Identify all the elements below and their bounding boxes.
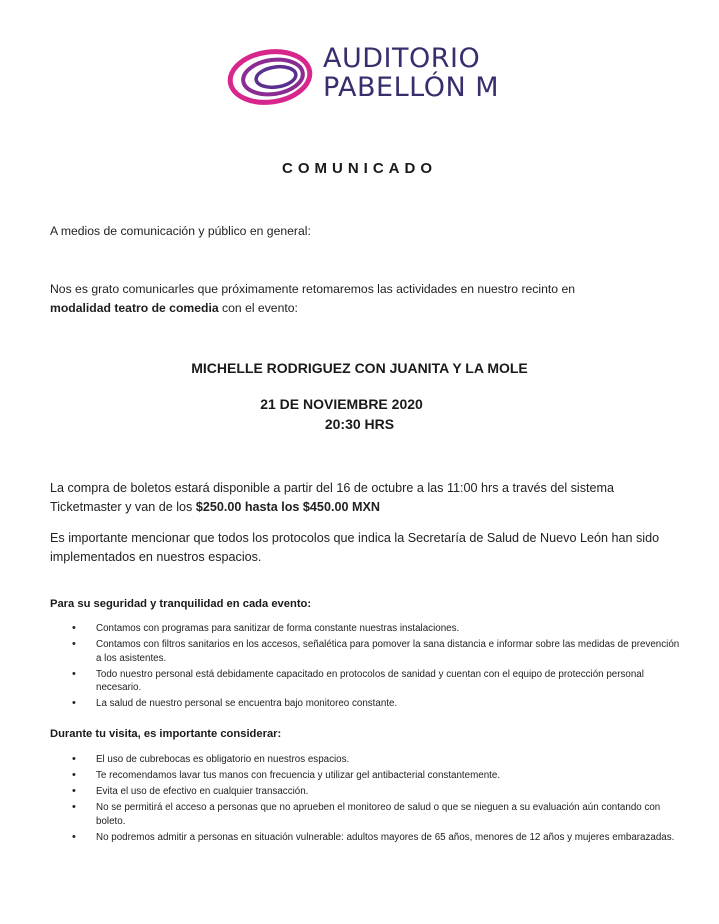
protocols-paragraph: Es importante mencionar que todos los protocolos que indica la Secretaría de Salud de Nuevo León han sido implementados en nuestros espacios. (50, 531, 660, 564)
tickets-text: La compra de boletos estará disponible a partir del 16 de octubre a las 11:00 hrs a través del sistema Ticketmaster y van de los (50, 481, 615, 514)
list-item: • No podremos admitir a personas en situación vulnerable: adultos mayores de 65 años, menores de 12 años y mujeres embarazadas. (50, 831, 680, 845)
event-time: 20:30 HRS (324, 416, 395, 432)
event-date: 21 DE NOVIEMBRE 2020 (260, 396, 423, 412)
rings-logo-icon (226, 46, 318, 108)
tickets-paragraph (50, 479, 670, 517)
safety-heading: Para su seguridad y tranquilidad en cada evento: (50, 598, 312, 610)
logo-line-1: AUDITORIO (323, 43, 481, 74)
visit-heading: Durante tu visita, es importante considerar: (50, 728, 282, 740)
event-name: MICHELLE RODRIGUEZ CON JUANITA Y LA MOLE (191, 360, 528, 376)
intro-line-1: Nos es grato comunicarles que próximamente retomaremos las actividades en nuestro recinto en (50, 282, 575, 296)
list-item: • La salud de nuestro personal se encuentra bajo monitoreo constante. (50, 697, 680, 711)
list-item: • Contamos con programas para sanitizar de forma constante nuestras instalaciones. (50, 622, 680, 636)
intro-rest: con el evento: (218, 301, 298, 315)
safety-list (50, 622, 680, 713)
logo-line-2: PABELLÓN M (323, 72, 500, 103)
list-item: • Contamos con filtros sanitarios en los accesos, señalética para pomover la sana distancia e informar sobre las medidas de prevención a los asistentes. (50, 638, 680, 665)
list-item: • No se permitirá el acceso a personas que no aprueben el monitoreo de salud o que se nieguen a su evaluación aún contando con boleto. (50, 801, 680, 828)
greeting: A medios de comunicación y público en general: (50, 224, 311, 238)
list-item: • Evita el uso de efectivo en cualquier transacción. (50, 785, 680, 799)
list-item: • Te recomendamos lavar tus manos con frecuencia y utilizar gel antibacterial constantemente. (50, 769, 680, 783)
intro-line-2 (50, 298, 298, 318)
intro-bold: modalidad teatro de comedia (50, 301, 219, 315)
tickets-price: $250.00 hasta los $450.00 MXN (195, 500, 380, 514)
page-title: COMUNICADO (282, 160, 437, 177)
auditorio-logo (226, 43, 500, 114)
visit-list (50, 753, 680, 847)
list-item: • El uso de cubrebocas es obligatorio en nuestros espacios. (50, 753, 680, 767)
list-item: • Todo nuestro personal está debidamente capacitado en protocolos de sanidad y cuentan con el equipo de protección personal necesario. (50, 668, 680, 695)
